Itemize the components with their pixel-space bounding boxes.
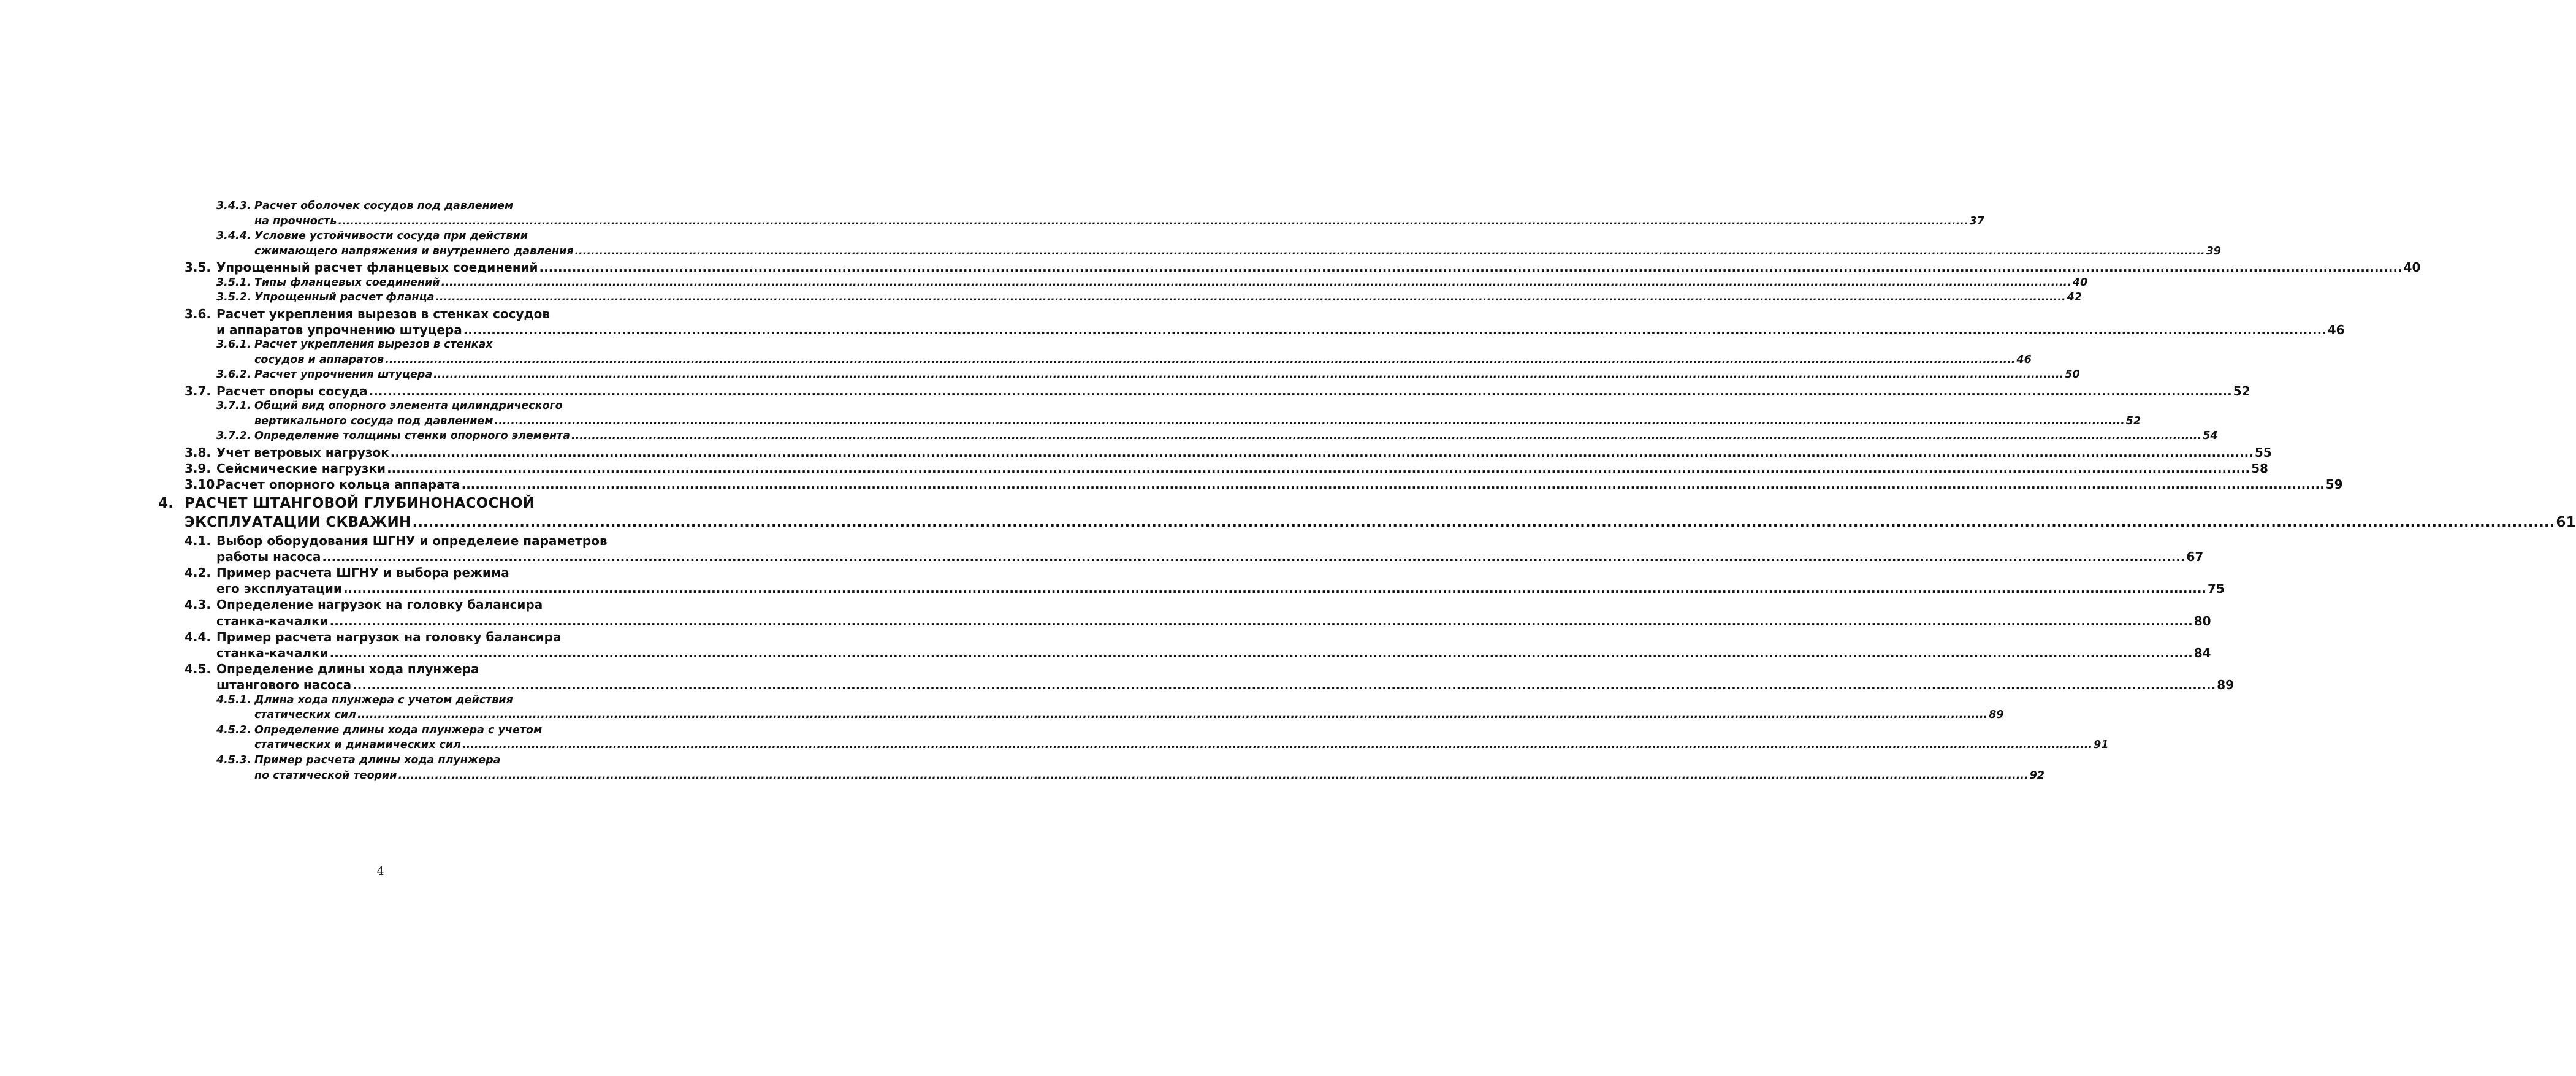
toc-entry-number: 4.5.1. xyxy=(216,693,251,706)
toc-entry-number: 3.6. xyxy=(185,306,211,321)
dot-leader: ................................................................................................................................................................................................................................................................................................................................................................................................................ xyxy=(343,581,2207,597)
toc-entry-page: 40 xyxy=(2403,260,2421,275)
dot-leader: ................................................................................................................................................................................................................................................................................................................................................................................................................ xyxy=(412,514,2555,530)
toc-entry-final-line xyxy=(216,645,2211,660)
toc-entry-title: станка-качалки xyxy=(216,613,329,628)
toc-entry-title: его эксплуатации xyxy=(216,581,342,597)
toc-entry-page: 55 xyxy=(2254,445,2272,460)
toc-entry[interactable] xyxy=(0,495,2576,533)
toc-entry-number: 3.9. xyxy=(185,461,211,476)
toc-entry-final-line xyxy=(254,291,2082,304)
toc-entry[interactable] xyxy=(0,629,2211,662)
toc-entry-title: Определение толщины стенки опорного элемента xyxy=(254,430,570,443)
toc-entry[interactable] xyxy=(0,597,2211,629)
toc-entry-title: работы насоса xyxy=(216,549,321,564)
toc-entry-page: 46 xyxy=(2327,322,2345,337)
toc-entry-title: Пример расчета длины хода плунжера xyxy=(254,754,501,766)
toc-entry-number: 3.5. xyxy=(185,260,211,275)
toc-entry-number: 3.4.3. xyxy=(216,200,251,212)
toc-entry-title: Расчет укрепления вырезов в стенках xyxy=(254,338,493,351)
toc-entry-title: вертикального сосуда под давлением xyxy=(254,414,493,427)
toc-entry-page: 40 xyxy=(2072,276,2088,289)
toc-entry[interactable] xyxy=(0,662,2235,693)
toc-entry-final-line xyxy=(216,613,2211,628)
toc-entry-title: и аппаратов упрочнению штуцера xyxy=(216,322,462,337)
toc-entry-final-line xyxy=(254,276,2088,289)
toc-entry-number: 4.1. xyxy=(185,533,211,548)
toc-entry-title: Условие устойчивости сосуда при действии xyxy=(254,230,528,243)
toc-entry-final-line xyxy=(254,353,2032,366)
toc-entry-final-line xyxy=(254,245,2221,258)
toc-entry-number: 3.6.1. xyxy=(216,338,251,351)
dot-leader: ................................................................................................................................................................................................................................................................................................................................................................................................................ xyxy=(461,477,2325,492)
toc-entry[interactable] xyxy=(0,291,2082,307)
dot-leader: ................................................................................................................................................................................................................................................................................................................................................................................................................ xyxy=(329,645,2193,660)
dot-leader: ................................................................................................................................................................................................................................................................................................................................................................................................................ xyxy=(352,677,2216,693)
toc-entry-number: 3.10. xyxy=(185,477,219,492)
toc-entry-title: РАСЧЕТ ШТАНГОВОЙ ГЛУБИНОНАСОСНОЙ xyxy=(185,495,535,511)
dot-leader: ................................................................................................................................................................................................................................................................................................................................................................................................................ xyxy=(322,549,2185,564)
toc-entry[interactable] xyxy=(0,230,2221,260)
toc-entry-page: 42 xyxy=(2067,291,2082,304)
toc-entry-number: 3.7. xyxy=(185,384,211,399)
dot-leader: ................................................................................................................................................................................................................................................................................................................................................................................................................ xyxy=(462,739,2093,752)
toc-entry-title: Расчет укрепления вырезов в стенках сосудов xyxy=(216,306,551,321)
toc-entry-number: 4.2. xyxy=(185,565,211,580)
toc-entry-title: штангового насоса xyxy=(216,677,352,693)
toc-entry-number: 4.4. xyxy=(185,629,211,644)
toc-entry[interactable] xyxy=(0,445,2272,461)
toc-entry-final-line xyxy=(185,514,2576,530)
toc-entry-number: 4. xyxy=(158,495,174,511)
toc-entry-title: статических сил xyxy=(254,709,356,722)
toc-entry-title: Сейсмические нагрузки xyxy=(216,461,386,476)
dot-leader: ................................................................................................................................................................................................................................................................................................................................................................................................................ xyxy=(329,613,2193,628)
toc-entry-page: 39 xyxy=(2206,245,2221,258)
toc-entry-final-line xyxy=(216,581,2225,597)
toc-entry-final-line xyxy=(216,677,2235,693)
toc-entry[interactable] xyxy=(0,477,2343,493)
dot-leader: ................................................................................................................................................................................................................................................................................................................................................................................................................ xyxy=(571,430,2202,443)
toc-entry-number: 4.5. xyxy=(185,662,211,677)
toc-entry[interactable] xyxy=(0,384,2250,400)
toc-entry-final-line xyxy=(254,709,2004,722)
toc-entry-title: статических и динамических сил xyxy=(254,739,461,752)
toc-entry-line xyxy=(254,754,599,766)
toc-entry[interactable] xyxy=(0,723,2109,754)
toc-entry-page: 80 xyxy=(2193,613,2211,628)
toc-entry-title: Пример расчета нагрузок на головку балансира xyxy=(216,629,562,644)
toc-entry-page: 46 xyxy=(2016,353,2032,366)
toc-entry-title: Длина хода плунжера с учетом действия xyxy=(254,693,513,706)
toc-entry[interactable] xyxy=(0,461,2268,477)
toc-entry-title: на прочность xyxy=(254,215,337,227)
dot-leader: ................................................................................................................................................................................................................................................................................................................................................................................................................ xyxy=(494,414,2125,427)
toc-entry-title: Упрощенный расчет фланцевых соединений xyxy=(216,260,538,275)
toc-entry-final-line xyxy=(254,769,2045,782)
toc-entry-page: 61 xyxy=(2556,514,2576,530)
toc-entry-line xyxy=(216,597,599,612)
toc-entry-final-line xyxy=(216,461,2268,476)
dot-leader: ................................................................................................................................................................................................................................................................................................................................................................................................................ xyxy=(357,709,1988,722)
toc-entry-title: станка-качалки xyxy=(216,645,329,660)
toc-entry[interactable] xyxy=(0,368,2080,384)
toc-entry-final-line xyxy=(216,445,2272,460)
toc-entry-final-line xyxy=(254,414,2141,427)
toc-entry-final-line xyxy=(216,260,2421,275)
toc-entry[interactable] xyxy=(0,693,2004,724)
toc-entry-line xyxy=(254,338,599,351)
toc-entry[interactable] xyxy=(0,276,2088,292)
toc-entry-title: Расчет упрочнения штуцера xyxy=(254,368,433,381)
toc-entry-number: 3.7.2. xyxy=(216,430,251,443)
toc-entry[interactable] xyxy=(0,430,2218,445)
toc-entry[interactable] xyxy=(0,260,2421,276)
toc-entry-page: 75 xyxy=(2208,581,2225,597)
toc-entry-page: 52 xyxy=(2233,384,2250,399)
dot-leader: ................................................................................................................................................................................................................................................................................................................................................................................................................ xyxy=(387,461,2250,476)
toc-entry-final-line xyxy=(254,430,2218,443)
toc-entry-page: 84 xyxy=(2193,645,2211,660)
dot-leader: ................................................................................................................................................................................................................................................................................................................................................................................................................ xyxy=(390,445,2254,460)
toc-entry-page: 37 xyxy=(1969,215,1984,227)
toc-entry-final-line xyxy=(216,384,2250,399)
toc-entry-number: 4.3. xyxy=(185,597,211,612)
toc-entry-number: 4.5.2. xyxy=(216,723,251,736)
toc-entry-final-line xyxy=(216,322,2345,337)
dot-leader: ................................................................................................................................................................................................................................................................................................................................................................................................................ xyxy=(463,322,2326,337)
toc-entry-number: 3.5.1. xyxy=(216,276,251,289)
toc-entry-line xyxy=(216,630,599,644)
toc-entry-final-line xyxy=(254,739,2109,752)
toc-entry-final-line xyxy=(216,477,2343,492)
toc-entry-title: Выбор оборудования ШГНУ и определеие параметров xyxy=(216,533,608,548)
toc-entry-line xyxy=(185,495,599,511)
toc-entry-page: 52 xyxy=(2125,414,2141,427)
dot-leader: ................................................................................................................................................................................................................................................................................................................................................................................................................ xyxy=(539,260,2403,275)
toc-entry-line xyxy=(216,662,599,676)
toc-entry-line xyxy=(254,230,599,242)
toc-entry-number: 3.4.4. xyxy=(216,230,251,243)
toc-entry-number: 3.7.1. xyxy=(216,400,251,413)
toc-entry-number: 4.5.3. xyxy=(216,754,251,766)
toc-entry-title: Расчет оболочек сосудов под давлением xyxy=(254,200,514,212)
toc-entry-page: 67 xyxy=(2186,549,2204,564)
toc-entry-page: 91 xyxy=(2094,739,2109,752)
dot-leader: ................................................................................................................................................................................................................................................................................................................................................................................................................ xyxy=(574,245,2205,258)
toc-entry-line xyxy=(254,400,599,412)
toc-entry-title: Определение длины хода плунжера xyxy=(216,662,479,677)
toc-entry-page: 89 xyxy=(1989,709,2004,722)
toc-entry[interactable] xyxy=(0,565,2225,597)
dot-leader: ................................................................................................................................................................................................................................................................................................................................................................................................................ xyxy=(368,384,2232,399)
dot-leader: ................................................................................................................................................................................................................................................................................................................................................................................................................ xyxy=(398,769,2029,782)
dot-leader: ................................................................................................................................................................................................................................................................................................................................................................................................................ xyxy=(385,353,2016,366)
dot-leader: ................................................................................................................................................................................................................................................................................................................................................................................................................ xyxy=(441,276,2071,289)
toc-entry-title: Расчет опорного кольца аппарата xyxy=(216,477,460,492)
toc-entry-title: ЭКСПЛУАТАЦИИ СКВАЖИН xyxy=(185,514,411,530)
dot-leader: ................................................................................................................................................................................................................................................................................................................................................................................................................ xyxy=(433,368,2064,381)
dot-leader: ................................................................................................................................................................................................................................................................................................................................................................................................................ xyxy=(338,215,1968,227)
toc-entry-title: по статической теории xyxy=(254,769,397,782)
toc-entry-line xyxy=(254,200,599,212)
toc-entry-line xyxy=(254,724,599,736)
toc-entry-final-line xyxy=(254,215,1984,227)
toc-entry-title: Определение нагрузок на головку балансира xyxy=(216,597,543,612)
toc-entry-title: Упрощенный расчет фланца xyxy=(254,291,435,304)
toc-entry-line xyxy=(216,565,599,580)
toc-entry-number: 3.6.2. xyxy=(216,368,251,381)
toc-entry-line xyxy=(216,533,608,548)
toc-entry-line xyxy=(216,307,599,321)
dot-leader: ................................................................................................................................................................................................................................................................................................................................................................................................................ xyxy=(435,291,2066,304)
toc-entry-title: Расчет опоры сосуда xyxy=(216,384,368,399)
toc-entry-page: 58 xyxy=(2251,461,2268,476)
toc-entry-page: 92 xyxy=(2029,769,2045,782)
toc-entry[interactable] xyxy=(0,200,1984,230)
toc-entry-number: 3.8. xyxy=(185,445,211,460)
toc-entry-page: 50 xyxy=(2065,368,2080,381)
toc-entry-title: Типы фланцевых соединений xyxy=(254,276,440,289)
toc-entry[interactable] xyxy=(0,306,2345,338)
toc-entry-title: Определение длины хода плунжера с учетом xyxy=(254,723,543,736)
toc-entry-title: Учет ветровых нагрузок xyxy=(216,445,389,460)
toc-entry-final-line xyxy=(254,368,2080,381)
toc-entry-page: 59 xyxy=(2325,477,2343,492)
toc-entry-title: сосудов и аппаратов xyxy=(254,353,384,366)
toc-entry[interactable] xyxy=(0,533,2204,565)
toc-entry-title: сжимающего напряжения и внутреннего давления xyxy=(254,245,574,258)
toc-entry-line xyxy=(254,694,599,706)
toc-entry[interactable] xyxy=(0,400,2141,430)
toc-entry-page: 54 xyxy=(2203,430,2218,443)
toc-entry[interactable] xyxy=(0,754,2045,784)
toc-entry-page: 89 xyxy=(2217,677,2235,693)
toc-entry-title: Общий вид опорного элемента цилиндрического xyxy=(254,400,563,413)
toc-entry-number: 3.5.2. xyxy=(216,291,251,304)
toc-entry-final-line xyxy=(216,549,2204,564)
page-number: 4 xyxy=(376,864,384,878)
toc-entry-title: Пример расчета ШГНУ и выбора режима xyxy=(216,565,509,580)
toc-entry[interactable] xyxy=(0,338,2032,368)
